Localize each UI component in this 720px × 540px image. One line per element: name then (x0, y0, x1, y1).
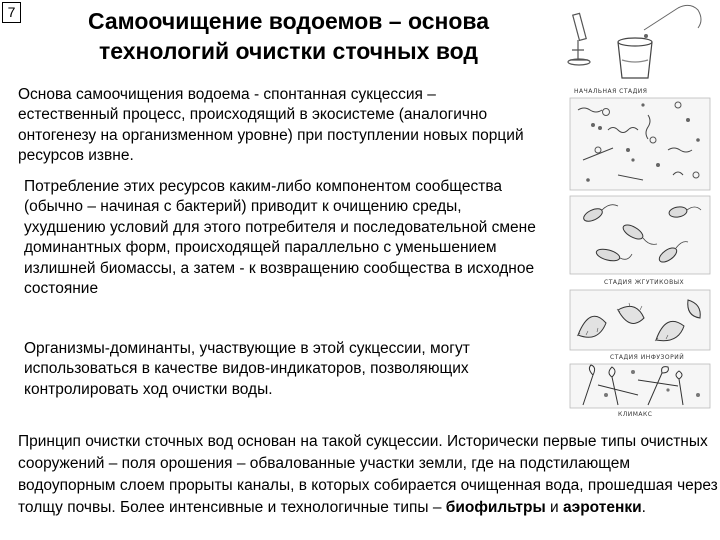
paragraph-succession: Основа самоочищения водоема - спонтанная сукцессия – естественный процесс, происходящий в экосистеме (аналогично онтогенезу на организменном уровне) при поступлении новых порций ресурсов извне. (18, 86, 524, 165)
paragraph-indicator-species: Организмы-доминанты, участвующие в этой сукцессии, могут использоваться в качестве видов-индикаторов, позволяющих контролировать ход очистки воды. (24, 340, 470, 398)
microscope-icon (568, 13, 590, 65)
caption-climax-stage: КЛИМАКС (618, 411, 653, 418)
treatment-text: Принцип очистки сточных вод основан на такой сукцессии. Исторически первые типы очистных сооружений – поля орошения – обвалованные участки земли, где на подстилающем водоупорным слоем прорыты каналы, в которых собирается очищенная вода, прошедшая через толщу почвы. Более интенсивные и технологичные типы – (18, 433, 718, 516)
beaker-icon (618, 38, 652, 78)
slide-number: 7 (2, 2, 21, 23)
panel-bacteria (570, 98, 710, 190)
title-line-1: Самоочищение водоемов – основа (87, 8, 490, 34)
caption-ciliate-stage: СТАДИЯ ИНФУЗОРИЙ (610, 354, 685, 361)
slide-title (36, 6, 541, 66)
caption-flagellate-stage: СТАДИЯ ЖГУТИКОВЫХ (604, 279, 685, 286)
paragraph-treatment-principle (18, 431, 718, 519)
caption-initial-stage: НАЧАЛЬНАЯ СТАДИЯ (574, 88, 648, 95)
sentence-end: . (641, 499, 646, 516)
paragraph-resource-consumption: Потребление этих ресурсов каким-либо компонентом сообщества (обычно – начиная с бактерий) приводит к очищению среды, ухудшению условий для этого потребителя и последовательной смене доминантных форм, происходящей параллельно с уменьшением излишней биомассы, а затем - к возвращению сообщества в исходное состояние (24, 178, 536, 298)
panel-flagellates (570, 196, 710, 274)
term-biofilters: биофильтры (445, 499, 546, 516)
panel-ciliates (570, 290, 710, 350)
title-line-2: технологий очистки сточных вод (98, 38, 479, 64)
succession-drawing (548, 0, 716, 420)
pipette-icon (644, 5, 701, 37)
conjunction: и (545, 499, 564, 516)
succession-stages-illustration (548, 0, 716, 420)
panel-climax (570, 364, 710, 408)
term-aerotanks: аэротенки (563, 499, 642, 516)
